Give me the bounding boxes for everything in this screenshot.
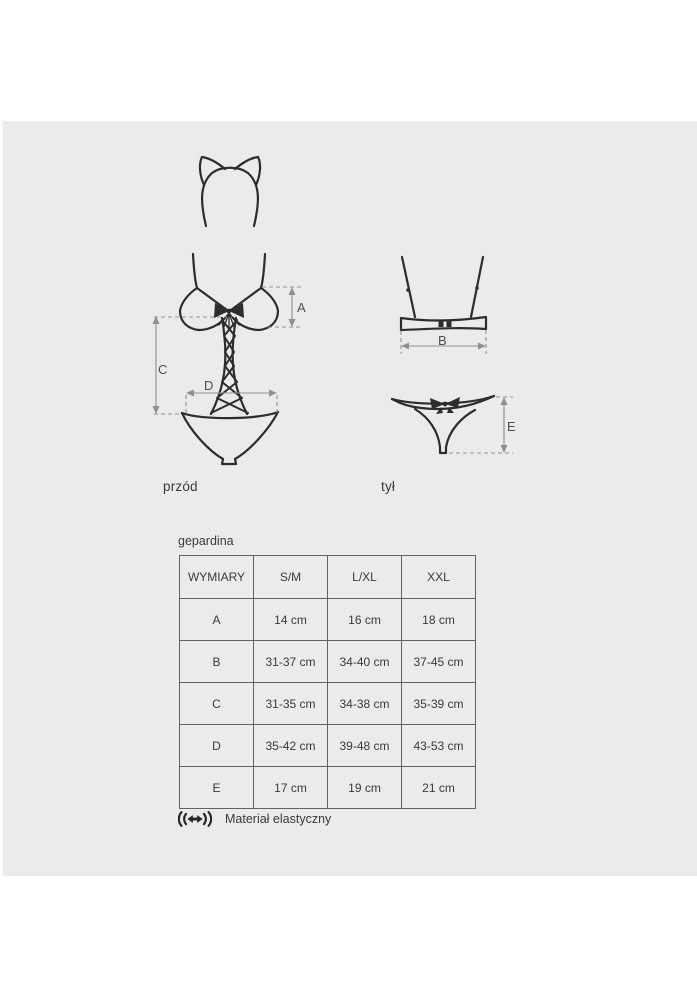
size-table	[179, 555, 476, 809]
dim-label-b: B	[438, 333, 447, 348]
front-panty	[182, 412, 278, 418]
dim-label-c: C	[158, 362, 168, 377]
size-table-header-row	[180, 556, 476, 599]
header-size-lxl: L/XL	[328, 556, 402, 599]
cell-value: 35-42 cm	[254, 725, 328, 767]
dim-label-a: A	[297, 300, 306, 315]
header-size-sm: S/M	[254, 556, 328, 599]
front-view-drawing	[153, 157, 307, 464]
table-row-d	[180, 725, 476, 767]
table-row-a	[180, 599, 476, 641]
header-size-xxl: XXL	[402, 556, 476, 599]
cell-value: 43-53 cm	[402, 725, 476, 767]
row-label: B	[180, 641, 254, 683]
thong-back-drawing	[392, 396, 494, 453]
cell-value: 19 cm	[328, 767, 402, 809]
cell-value: 35-39 cm	[402, 683, 476, 725]
dimension-e	[449, 397, 516, 453]
front-view-caption: przód	[163, 479, 198, 494]
cell-value: 31-37 cm	[254, 641, 328, 683]
cell-value: 21 cm	[402, 767, 476, 809]
cell-value: 31-35 cm	[254, 683, 328, 725]
elastic-stretch-icon	[178, 811, 212, 827]
row-label: E	[180, 767, 254, 809]
dim-label-d: D	[204, 378, 214, 393]
size-diagram	[0, 121, 697, 501]
back-bow	[430, 397, 460, 414]
cell-value: 18 cm	[402, 599, 476, 641]
cat-ears-headband	[200, 157, 260, 226]
row-label: C	[180, 683, 254, 725]
cell-value: 14 cm	[254, 599, 328, 641]
dimension-d	[186, 378, 277, 413]
elastic-material-legend	[178, 811, 331, 827]
product-name: gepardina	[178, 534, 234, 548]
cell-value: 34-38 cm	[328, 683, 402, 725]
row-label: D	[180, 725, 254, 767]
lacing-panel	[211, 318, 248, 414]
dimension-c	[153, 316, 227, 414]
cell-value: 16 cm	[328, 599, 402, 641]
bodysuit-front-drawing	[180, 254, 278, 464]
header-dimensions: WYMIARY	[180, 556, 254, 599]
back-view-drawing	[392, 257, 516, 453]
table-row-c	[180, 683, 476, 725]
table-row-b	[180, 641, 476, 683]
bra-back-drawing	[401, 257, 486, 330]
table-row-e	[180, 767, 476, 809]
cell-value: 34-40 cm	[328, 641, 402, 683]
dimension-b	[401, 330, 486, 354]
front-panty-outline	[182, 412, 278, 464]
cell-value: 39-48 cm	[328, 725, 402, 767]
cell-value: 37-45 cm	[402, 641, 476, 683]
elastic-material-text: Materiał elastyczny	[225, 812, 332, 826]
cell-value: 17 cm	[254, 767, 328, 809]
back-view-caption: tył	[381, 479, 396, 494]
dim-label-e: E	[507, 419, 516, 434]
row-label: A	[180, 599, 254, 641]
